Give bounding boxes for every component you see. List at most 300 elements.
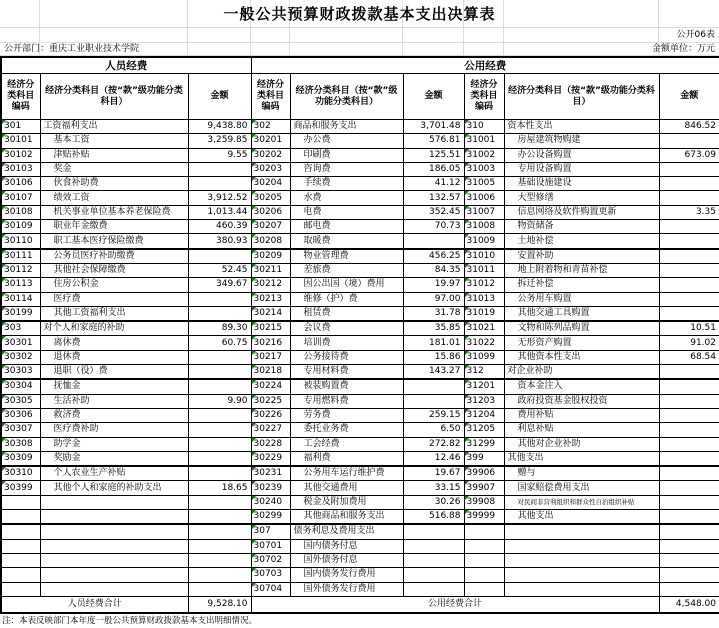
code-cell[interactable]: 30704 xyxy=(251,582,290,596)
subject-cell[interactable]: 被装购置费 xyxy=(290,379,403,394)
amount-cell[interactable] xyxy=(659,568,719,582)
code-cell[interactable]: 30231 xyxy=(251,466,290,481)
code-cell[interactable]: 30213 xyxy=(251,292,290,306)
amount-cell[interactable] xyxy=(188,162,251,176)
subject-cell[interactable]: 地上附着物和青苗补偿 xyxy=(504,263,659,277)
subject-cell[interactable]: 费用补贴 xyxy=(504,408,659,422)
subject-cell[interactable] xyxy=(40,582,188,596)
code-cell[interactable] xyxy=(1,510,40,525)
amount-cell[interactable] xyxy=(659,365,719,380)
amount-cell[interactable]: 456.25 xyxy=(403,249,464,264)
subject-cell[interactable]: 公务员医疗补助缴费 xyxy=(40,249,188,264)
subject-cell[interactable] xyxy=(40,495,188,509)
code-cell[interactable]: 30107 xyxy=(1,191,40,205)
code-cell[interactable]: 39999 xyxy=(464,510,504,525)
subject-cell[interactable]: 奖金 xyxy=(40,162,188,176)
subject-cell[interactable]: 利息补贴 xyxy=(504,423,659,437)
code-cell[interactable]: 30199 xyxy=(1,306,40,321)
amount-cell[interactable]: 19.67 xyxy=(403,466,464,481)
code-cell[interactable]: 30108 xyxy=(1,205,40,219)
subject-cell[interactable]: 其他商品和服务支出 xyxy=(290,510,403,525)
code-cell[interactable]: 31005 xyxy=(464,177,504,191)
amount-cell[interactable]: 3.35 xyxy=(659,205,719,219)
code-cell[interactable] xyxy=(464,539,504,553)
subject-cell[interactable]: 土地补偿 xyxy=(504,234,659,249)
subject-cell[interactable]: 医疗费补助 xyxy=(40,423,188,437)
amount-cell[interactable]: 89.30 xyxy=(188,321,251,336)
subject-cell[interactable]: 其他对企业补助 xyxy=(504,437,659,451)
amount-cell[interactable] xyxy=(188,350,251,364)
subject-cell[interactable] xyxy=(504,568,659,582)
code-cell[interactable]: 30701 xyxy=(251,539,290,553)
subject-cell[interactable]: 职工基本医疗保险缴费 xyxy=(40,234,188,249)
amount-cell[interactable]: 60.75 xyxy=(188,336,251,350)
subject-cell[interactable]: 政府投资基金股权投资 xyxy=(504,394,659,408)
amount-cell[interactable] xyxy=(188,539,251,553)
amount-cell[interactable] xyxy=(659,481,719,495)
code-cell[interactable]: 312 xyxy=(464,365,504,380)
code-cell[interactable] xyxy=(1,568,40,582)
public-total-label[interactable]: 公用经费合计 xyxy=(251,596,659,613)
code-cell[interactable]: 30109 xyxy=(1,220,40,234)
subject-cell[interactable]: 对企业补助 xyxy=(504,365,659,380)
amount-cell[interactable]: 41.12 xyxy=(403,177,464,191)
subject-cell[interactable]: 退休费 xyxy=(40,350,188,364)
amount-cell[interactable]: 15.86 xyxy=(403,350,464,364)
amount-cell[interactable] xyxy=(659,263,719,277)
subject-cell[interactable]: 咨询费 xyxy=(290,162,403,176)
code-cell[interactable]: 30102 xyxy=(1,148,40,162)
subject-cell[interactable]: 培训费 xyxy=(290,336,403,350)
code-cell[interactable]: 30214 xyxy=(251,306,290,321)
amount-cell[interactable] xyxy=(659,451,719,466)
code-cell[interactable]: 31205 xyxy=(464,423,504,437)
code-cell[interactable]: 30111 xyxy=(1,249,40,264)
amount-cell[interactable]: 9,438.80 xyxy=(188,120,251,134)
subject-cell[interactable]: 国内债务发行费用 xyxy=(290,568,403,582)
subject-cell[interactable]: 基本工资 xyxy=(40,134,188,148)
subject-cell[interactable]: 其他工资福利支出 xyxy=(40,306,188,321)
amount-cell[interactable] xyxy=(659,423,719,437)
personnel-total-value[interactable]: 9,528.10 xyxy=(188,596,251,613)
subject-cell[interactable]: 住房公积金 xyxy=(40,278,188,292)
subject-cell[interactable]: 福利费 xyxy=(290,451,403,466)
code-cell[interactable]: 30218 xyxy=(251,365,290,380)
subject-cell[interactable]: 手续费 xyxy=(290,177,403,191)
code-cell[interactable] xyxy=(464,582,504,596)
code-cell[interactable]: 39908 xyxy=(464,495,504,509)
code-cell[interactable]: 30114 xyxy=(1,292,40,306)
subject-cell[interactable]: 其他交通费用 xyxy=(290,481,403,495)
subject-cell[interactable] xyxy=(40,510,188,525)
amount-cell[interactable]: 352.45 xyxy=(403,205,464,219)
code-cell[interactable]: 30299 xyxy=(251,510,290,525)
code-cell[interactable]: 30212 xyxy=(251,278,290,292)
code-cell[interactable]: 30303 xyxy=(1,365,40,380)
subject-cell[interactable]: 物业管理费 xyxy=(290,249,403,264)
code-cell[interactable]: 30229 xyxy=(251,451,290,466)
subject-cell[interactable]: 邮电费 xyxy=(290,220,403,234)
subject-cell[interactable]: 信息网络及软件购置更新 xyxy=(504,205,659,219)
amount-cell[interactable] xyxy=(659,249,719,264)
code-cell[interactable]: 30399 xyxy=(1,481,40,495)
subject-cell[interactable]: 专用材料费 xyxy=(290,365,403,380)
subject-cell[interactable]: 办公费 xyxy=(290,134,403,148)
subject-cell[interactable]: 抚恤金 xyxy=(40,379,188,394)
amount-cell[interactable] xyxy=(659,191,719,205)
amount-cell[interactable]: 186.05 xyxy=(403,162,464,176)
amount-cell[interactable]: 516.88 xyxy=(403,510,464,525)
amount-cell[interactable] xyxy=(403,234,464,249)
amount-cell[interactable] xyxy=(188,495,251,509)
subject-cell[interactable]: 其他支出 xyxy=(504,510,659,525)
code-cell[interactable]: 30112 xyxy=(1,263,40,277)
amount-cell[interactable] xyxy=(188,292,251,306)
subject-cell[interactable]: 其他个人和家庭的补助支出 xyxy=(40,481,188,495)
code-cell[interactable]: 399 xyxy=(464,451,504,466)
subject-cell[interactable]: 公务用车运行维护费 xyxy=(290,466,403,481)
amount-cell[interactable] xyxy=(188,510,251,525)
subject-cell[interactable]: 工资福利支出 xyxy=(40,120,188,134)
subject-cell[interactable]: 工会经费 xyxy=(290,437,403,451)
amount-cell[interactable] xyxy=(659,539,719,553)
subject-cell[interactable]: 国内债务付息 xyxy=(290,539,403,553)
code-cell[interactable]: 30306 xyxy=(1,408,40,422)
code-cell[interactable]: 30201 xyxy=(251,134,290,148)
amount-cell[interactable]: 181.01 xyxy=(403,336,464,350)
code-cell[interactable]: 30228 xyxy=(251,437,290,451)
subject-cell[interactable]: 专用燃料费 xyxy=(290,394,403,408)
subject-cell[interactable] xyxy=(40,539,188,553)
subject-cell[interactable]: 无形资产购置 xyxy=(504,336,659,350)
amount-cell[interactable]: 19.97 xyxy=(403,278,464,292)
code-cell[interactable]: 30208 xyxy=(251,234,290,249)
code-cell[interactable]: 30304 xyxy=(1,379,40,394)
subject-cell[interactable]: 助学金 xyxy=(40,437,188,451)
subject-cell[interactable]: 取暖费 xyxy=(290,234,403,249)
code-cell[interactable]: 31201 xyxy=(464,379,504,394)
code-cell[interactable]: 31022 xyxy=(464,336,504,350)
amount-cell[interactable]: 132.57 xyxy=(403,191,464,205)
code-cell[interactable]: 31001 xyxy=(464,134,504,148)
subject-cell[interactable]: 公务用车购置 xyxy=(504,292,659,306)
code-cell[interactable]: 31299 xyxy=(464,437,504,451)
amount-cell[interactable] xyxy=(659,234,719,249)
code-cell[interactable]: 30215 xyxy=(251,321,290,336)
amount-cell[interactable] xyxy=(659,524,719,539)
subject-cell[interactable]: 赠与 xyxy=(504,466,659,481)
subject-cell[interactable]: 资本金注入 xyxy=(504,379,659,394)
amount-cell[interactable]: 673.09 xyxy=(659,148,719,162)
amount-cell[interactable] xyxy=(188,306,251,321)
subject-cell[interactable]: 文物和陈列品购置 xyxy=(504,321,659,336)
amount-cell[interactable] xyxy=(659,278,719,292)
subject-cell[interactable] xyxy=(504,582,659,596)
subject-cell[interactable]: 差旅费 xyxy=(290,263,403,277)
amount-cell[interactable]: 35.85 xyxy=(403,321,464,336)
code-cell[interactable]: 30217 xyxy=(251,350,290,364)
amount-cell[interactable] xyxy=(188,451,251,466)
amount-cell[interactable]: 576.81 xyxy=(403,134,464,148)
subject-cell[interactable]: 税金及附加费用 xyxy=(290,495,403,509)
amount-cell[interactable]: 143.27 xyxy=(403,365,464,380)
amount-cell[interactable]: 31.78 xyxy=(403,306,464,321)
subject-cell[interactable]: 退职（役）费 xyxy=(40,365,188,380)
subject-cell[interactable]: 个人农业生产补贴 xyxy=(40,466,188,481)
subject-cell[interactable]: 救济费 xyxy=(40,408,188,422)
amount-cell[interactable] xyxy=(188,466,251,481)
subject-cell[interactable]: 委托业务费 xyxy=(290,423,403,437)
amount-cell[interactable] xyxy=(403,539,464,553)
subject-cell[interactable]: 津贴补贴 xyxy=(40,148,188,162)
personnel-total-label[interactable]: 人员经费合计 xyxy=(1,596,188,613)
subject-cell[interactable]: 租赁费 xyxy=(290,306,403,321)
code-cell[interactable]: 30702 xyxy=(251,553,290,567)
amount-cell[interactable]: 349.67 xyxy=(188,278,251,292)
code-cell[interactable]: 30216 xyxy=(251,336,290,350)
amount-cell[interactable]: 1,013.44 xyxy=(188,205,251,219)
amount-cell[interactable] xyxy=(659,306,719,321)
amount-cell[interactable]: 70.73 xyxy=(403,220,464,234)
amount-cell[interactable]: 3,912.52 xyxy=(188,191,251,205)
subject-cell[interactable]: 债务利息及费用支出 xyxy=(290,524,403,539)
amount-cell[interactable] xyxy=(188,249,251,264)
code-cell[interactable]: 310 xyxy=(464,120,504,134)
code-cell[interactable]: 30203 xyxy=(251,162,290,176)
code-cell[interactable]: 30225 xyxy=(251,394,290,408)
code-cell[interactable] xyxy=(464,568,504,582)
amount-cell[interactable]: 91.02 xyxy=(659,336,719,350)
amount-cell[interactable] xyxy=(659,394,719,408)
amount-cell[interactable] xyxy=(659,379,719,394)
amount-cell[interactable] xyxy=(659,437,719,451)
subject-cell[interactable]: 对民间非营利组织和群众性自治组织补贴 xyxy=(504,495,659,509)
amount-cell[interactable] xyxy=(188,379,251,394)
amount-cell[interactable]: 272.82 xyxy=(403,437,464,451)
amount-cell[interactable]: 846.52 xyxy=(659,120,719,134)
amount-cell[interactable] xyxy=(659,408,719,422)
subject-cell[interactable]: 国外债务发行费用 xyxy=(290,582,403,596)
amount-cell[interactable] xyxy=(403,568,464,582)
code-cell[interactable] xyxy=(1,582,40,596)
subject-cell[interactable]: 其他支出 xyxy=(504,451,659,466)
amount-cell[interactable]: 52.45 xyxy=(188,263,251,277)
code-cell[interactable]: 31021 xyxy=(464,321,504,336)
amount-cell[interactable]: 33.15 xyxy=(403,481,464,495)
amount-cell[interactable] xyxy=(659,466,719,481)
amount-cell[interactable] xyxy=(659,177,719,191)
code-cell[interactable]: 30206 xyxy=(251,205,290,219)
code-cell[interactable]: 31002 xyxy=(464,148,504,162)
code-cell[interactable]: 30305 xyxy=(1,394,40,408)
amount-cell[interactable] xyxy=(659,292,719,306)
amount-cell[interactable] xyxy=(403,524,464,539)
subject-cell[interactable]: 国家赔偿费用支出 xyxy=(504,481,659,495)
amount-cell[interactable]: 125.51 xyxy=(403,148,464,162)
code-cell[interactable]: 30307 xyxy=(1,423,40,437)
code-cell[interactable]: 302 xyxy=(251,120,290,134)
subject-cell[interactable]: 对个人和家庭的补助 xyxy=(40,321,188,336)
amount-cell[interactable]: 18.65 xyxy=(188,481,251,495)
code-cell[interactable]: 31007 xyxy=(464,205,504,219)
amount-cell[interactable] xyxy=(188,524,251,539)
amount-cell[interactable]: 30.26 xyxy=(403,495,464,509)
amount-cell[interactable] xyxy=(188,423,251,437)
code-cell[interactable]: 30202 xyxy=(251,148,290,162)
amount-cell[interactable]: 84.35 xyxy=(403,263,464,277)
code-cell[interactable]: 31008 xyxy=(464,220,504,234)
code-cell[interactable]: 30703 xyxy=(251,568,290,582)
subject-cell[interactable]: 因公出国（境）费用 xyxy=(290,278,403,292)
code-cell[interactable]: 30240 xyxy=(251,495,290,509)
amount-cell[interactable] xyxy=(659,162,719,176)
code-cell[interactable]: 30110 xyxy=(1,234,40,249)
code-cell[interactable]: 303 xyxy=(1,321,40,336)
amount-cell[interactable]: 3,701.48 xyxy=(403,120,464,134)
subject-cell[interactable]: 奖励金 xyxy=(40,451,188,466)
subject-cell[interactable]: 电费 xyxy=(290,205,403,219)
amount-cell[interactable] xyxy=(403,379,464,394)
amount-cell[interactable] xyxy=(659,220,719,234)
amount-cell[interactable] xyxy=(659,134,719,148)
code-cell[interactable] xyxy=(1,539,40,553)
subject-cell[interactable]: 其他资本性支出 xyxy=(504,350,659,364)
code-cell[interactable]: 31012 xyxy=(464,278,504,292)
code-cell[interactable]: 39906 xyxy=(464,466,504,481)
code-cell[interactable]: 30227 xyxy=(251,423,290,437)
amount-cell[interactable]: 10.51 xyxy=(659,321,719,336)
subject-cell[interactable]: 公务接待费 xyxy=(290,350,403,364)
code-cell[interactable]: 31011 xyxy=(464,263,504,277)
code-cell[interactable]: 30209 xyxy=(251,249,290,264)
amount-cell[interactable]: 6.50 xyxy=(403,423,464,437)
subject-cell[interactable]: 生活补助 xyxy=(40,394,188,408)
code-cell[interactable]: 30103 xyxy=(1,162,40,176)
code-cell[interactable]: 30211 xyxy=(251,263,290,277)
amount-cell[interactable]: 3,259.85 xyxy=(188,134,251,148)
amount-cell[interactable]: 9.90 xyxy=(188,394,251,408)
amount-cell[interactable] xyxy=(188,437,251,451)
code-cell[interactable]: 31006 xyxy=(464,191,504,205)
amount-cell[interactable]: 97.00 xyxy=(403,292,464,306)
code-cell[interactable]: 301 xyxy=(1,120,40,134)
subject-cell[interactable]: 大型修缮 xyxy=(504,191,659,205)
code-cell[interactable]: 307 xyxy=(251,524,290,539)
code-cell[interactable]: 30224 xyxy=(251,379,290,394)
amount-cell[interactable] xyxy=(659,553,719,567)
code-cell[interactable]: 30239 xyxy=(251,481,290,495)
subject-cell[interactable]: 专用设备购置 xyxy=(504,162,659,176)
code-cell[interactable]: 31099 xyxy=(464,350,504,364)
amount-cell[interactable]: 380.93 xyxy=(188,234,251,249)
subject-cell[interactable]: 商品和服务支出 xyxy=(290,120,403,134)
code-cell[interactable]: 31019 xyxy=(464,306,504,321)
subject-cell[interactable] xyxy=(40,568,188,582)
code-cell[interactable]: 31009 xyxy=(464,234,504,249)
subject-cell[interactable]: 离休费 xyxy=(40,336,188,350)
code-cell[interactable] xyxy=(1,495,40,509)
code-cell[interactable]: 30205 xyxy=(251,191,290,205)
code-cell[interactable]: 30207 xyxy=(251,220,290,234)
subject-cell[interactable]: 医疗费 xyxy=(40,292,188,306)
code-cell[interactable]: 30106 xyxy=(1,177,40,191)
amount-cell[interactable]: 9.55 xyxy=(188,148,251,162)
subject-cell[interactable]: 安置补助 xyxy=(504,249,659,264)
code-cell[interactable]: 30226 xyxy=(251,408,290,422)
subject-cell[interactable]: 绩效工资 xyxy=(40,191,188,205)
amount-cell[interactable] xyxy=(188,568,251,582)
subject-cell[interactable]: 国外债务付息 xyxy=(290,553,403,567)
code-cell[interactable]: 31010 xyxy=(464,249,504,264)
code-cell[interactable]: 30302 xyxy=(1,350,40,364)
subject-cell[interactable]: 物资储备 xyxy=(504,220,659,234)
subject-cell[interactable] xyxy=(40,524,188,539)
code-cell[interactable]: 30113 xyxy=(1,278,40,292)
subject-cell[interactable]: 印刷费 xyxy=(290,148,403,162)
subject-cell[interactable]: 基础设施建设 xyxy=(504,177,659,191)
code-cell[interactable] xyxy=(464,553,504,567)
code-cell[interactable] xyxy=(1,553,40,567)
amount-cell[interactable] xyxy=(403,553,464,567)
code-cell[interactable]: 31204 xyxy=(464,408,504,422)
amount-cell[interactable]: 12.46 xyxy=(403,451,464,466)
subject-cell[interactable]: 资本性支出 xyxy=(504,120,659,134)
subject-cell[interactable]: 机关事业单位基本养老保险费 xyxy=(40,205,188,219)
amount-cell[interactable]: 68.54 xyxy=(659,350,719,364)
code-cell[interactable]: 30309 xyxy=(1,451,40,466)
code-cell[interactable]: 30310 xyxy=(1,466,40,481)
amount-cell[interactable] xyxy=(188,582,251,596)
code-cell[interactable]: 30301 xyxy=(1,336,40,350)
subject-cell[interactable] xyxy=(504,553,659,567)
amount-cell[interactable] xyxy=(188,408,251,422)
amount-cell[interactable] xyxy=(188,177,251,191)
code-cell[interactable]: 30101 xyxy=(1,134,40,148)
subject-cell[interactable] xyxy=(504,539,659,553)
subject-cell[interactable] xyxy=(504,524,659,539)
amount-cell[interactable]: 460.39 xyxy=(188,220,251,234)
amount-cell[interactable] xyxy=(403,394,464,408)
subject-cell[interactable]: 其他交通工具购置 xyxy=(504,306,659,321)
code-cell[interactable] xyxy=(1,524,40,539)
amount-cell[interactable] xyxy=(659,495,719,509)
subject-cell[interactable]: 会议费 xyxy=(290,321,403,336)
amount-cell[interactable] xyxy=(188,553,251,567)
code-cell[interactable]: 31203 xyxy=(464,394,504,408)
amount-cell[interactable] xyxy=(403,582,464,596)
subject-cell[interactable]: 拆迁补偿 xyxy=(504,278,659,292)
subject-cell[interactable]: 办公设备购置 xyxy=(504,148,659,162)
amount-cell[interactable] xyxy=(659,582,719,596)
subject-cell[interactable] xyxy=(40,553,188,567)
subject-cell[interactable]: 水费 xyxy=(290,191,403,205)
subject-cell[interactable]: 其他社会保障缴费 xyxy=(40,263,188,277)
subject-cell[interactable]: 维修（护）费 xyxy=(290,292,403,306)
code-cell[interactable]: 31013 xyxy=(464,292,504,306)
public-total-value[interactable]: 4,548.00 xyxy=(659,596,719,613)
code-cell[interactable]: 30204 xyxy=(251,177,290,191)
subject-cell[interactable]: 劳务费 xyxy=(290,408,403,422)
subject-cell[interactable]: 房屋建筑物购建 xyxy=(504,134,659,148)
subject-cell[interactable]: 伙食补助费 xyxy=(40,177,188,191)
code-cell[interactable]: 39907 xyxy=(464,481,504,495)
subject-cell[interactable]: 职业年金缴费 xyxy=(40,220,188,234)
amount-cell[interactable] xyxy=(188,365,251,380)
code-cell[interactable]: 30308 xyxy=(1,437,40,451)
amount-cell[interactable]: 259.15 xyxy=(403,408,464,422)
code-cell[interactable] xyxy=(464,524,504,539)
amount-cell[interactable] xyxy=(659,510,719,525)
